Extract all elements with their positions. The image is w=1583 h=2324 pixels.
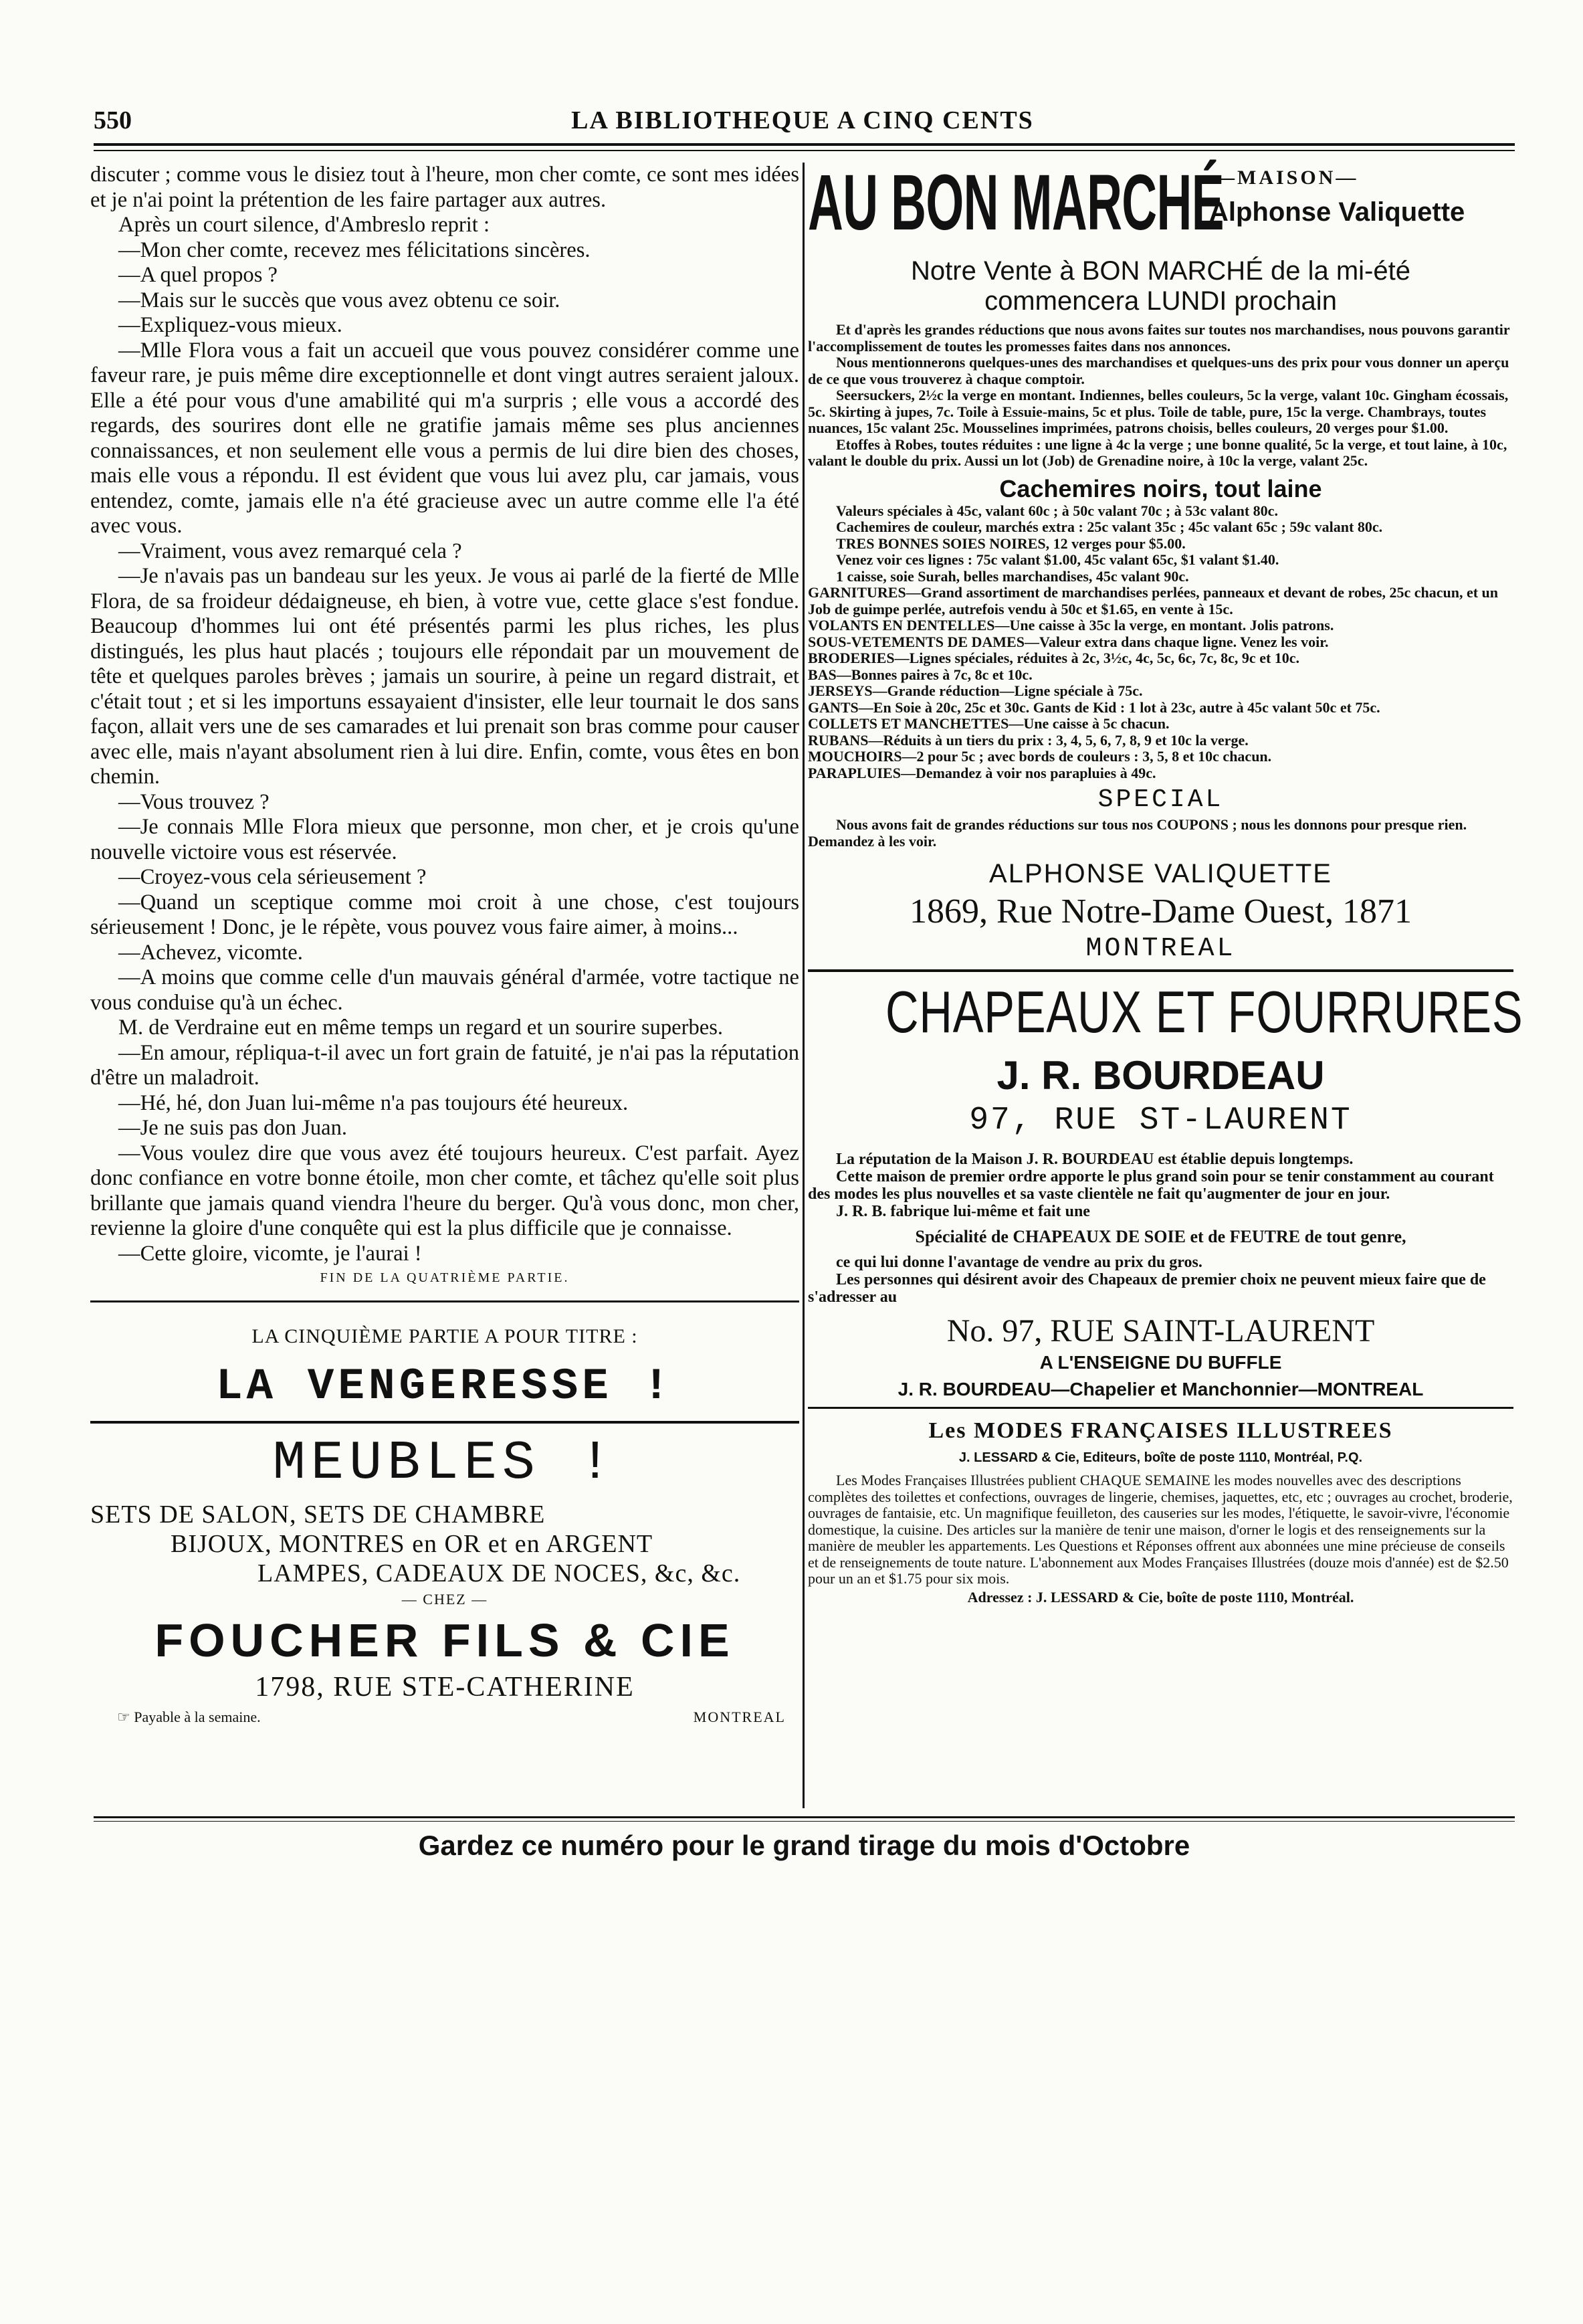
- meubles-payable: ☞ Payable à la semaine.: [117, 1709, 261, 1725]
- header-rule: [94, 143, 1515, 146]
- story-paragraph: —Mon cher comte, recevez mes félicitations sincères.: [118, 237, 591, 262]
- story-paragraph: —Mlle Flora vous a fait un accueil que vous pouvez considérer comme une faveur rare, je puis même dire exceptionnelle et dont vingt autres seraient jaloux. Elle a été pour vous d'une amabilité qui m'a surpris ; elle vous a accordé des regards, des sourires dont elle ne gratifie jamais même ses plus anciennes connaissances, et non seulement elle vous a permis de lui dire bien des choses, mais elle vous a répondu. Il est évident que vous lui avez plu, car jamais, vous entendez, comte, jamais elle n'a été gracieuse avec un autre comme elle l'a été avec vous.: [90, 338, 799, 538]
- left-column: [90, 163, 799, 1731]
- cachemires-item: GANTS—En Soie à 20c, 25c et 30c. Gants de Kid : 1 lot à 23c, autre à 45c valant 50c et 75c.: [808, 698, 1380, 716]
- bon-marche-header: [808, 159, 1513, 250]
- cachemires-item: VOLANTS EN DENTELLES—Une caisse à 35c la verge, en montant. Jolis patrons.: [808, 617, 1334, 634]
- cachemires-item: COLLETS ET MANCHETTES—Une caisse à 5c chacun.: [808, 715, 1170, 732]
- story-paragraph: —Croyez-vous cela sérieusement ?: [118, 865, 427, 889]
- page-number: 550: [94, 106, 132, 134]
- modes-ad: [808, 1418, 1513, 1606]
- bon-marche-paragraph: Nous mentionnerons quelques-unes des marchandises et quelques-uns des prix pour vous donner un aperçu de ce que vous trouverez à chaque comptoir.: [808, 354, 1509, 387]
- page-header: [94, 100, 1511, 140]
- cachemires-item: Cachemires de couleur, marchés extra : 25c valant 35c ; 45c valant 65c ; 59c valant 80c.: [836, 518, 1383, 535]
- chapeaux-ad: [808, 979, 1523, 1400]
- meubles-chez: — CHEZ —: [401, 1591, 488, 1608]
- running-title: LA BIBLIOTHEQUE A CINQ CENTS: [571, 106, 1034, 134]
- bon-marche-owner: Alphonse Valiquette: [1209, 197, 1465, 227]
- chapeaux-footer: J. R. BOURDEAU—Chapelier et Manchonnier—MONTREAL: [898, 1379, 1424, 1399]
- story-paragraph: —Vraiment, vous avez remarqué cela ?: [118, 539, 462, 563]
- story-paragraph: —Je ne suis pas don Juan.: [118, 1116, 348, 1140]
- footer-notice: Gardez ce numéro pour le grand tirage du mois d'Octobre: [418, 1830, 1190, 1861]
- story-paragraph: —Vous voulez dire que vous avez été toujours heureux. C'est parfait. Ayez donc confiance en votre bonne étoile, mon cher comte, et tâchez qu'elle soit plus brillante que jamais quand viendra l'heure du berger. Qu'à vous donc, mon cher, revienne la gloire d'une conquête qui est la plus difficile que je connaisse.: [90, 1141, 799, 1240]
- chapeaux-paragraph: J. R. B. fabrique lui-même et fait une: [836, 1203, 1090, 1220]
- section-rule: [808, 969, 1513, 972]
- story-paragraph: —Cette gloire, vicomte, je l'aurai !: [118, 1241, 422, 1266]
- section-rule: [808, 1407, 1513, 1409]
- story-paragraph: —Vous trouvez ?: [118, 789, 270, 814]
- meubles-firm: FOUCHER FILS & CIE: [154, 1614, 735, 1666]
- story-paragraph: —Je connais Mlle Flora mieux que personne, mon cher, et je crois qu'une nouvelle victoire vous est réservée.: [90, 815, 799, 864]
- cachemires-heading: Cachemires noirs, tout laine: [999, 474, 1322, 502]
- cachemires-item: Valeurs spéciales à 45c, valant 60c ; à 50c valant 70c ; à 53c valant 80c.: [836, 502, 1278, 519]
- bon-marche-sale-line: Notre Vente à BON MARCHÉ de la mi-été: [911, 256, 1410, 286]
- meubles-city: MONTREAL: [693, 1709, 786, 1725]
- part-end-note: FIN DE LA QUATRIÈME PARTIE.: [320, 1270, 570, 1285]
- chapeaux-sign: A L'ENSEIGNE DU BUFFLE: [1039, 1352, 1282, 1373]
- bon-marche-city: MONTREAL: [1085, 934, 1236, 964]
- meubles-title: MEUBLES !: [272, 1432, 617, 1494]
- meubles-ad: [90, 1432, 799, 1731]
- footer-rule: [94, 1816, 1515, 1818]
- section-rule: [90, 1421, 799, 1424]
- cachemires-item: JERSEYS—Grande réduction—Ligne spéciale à 75c.: [808, 682, 1143, 699]
- story-paragraph: —Achevez, vicomte.: [118, 940, 303, 965]
- modes-publisher: J. LESSARD & Cie, Editeurs, boîte de poste 1110, Montréal, P.Q.: [958, 1450, 1363, 1465]
- story-paragraph: —Expliquez-vous mieux.: [118, 313, 342, 337]
- story-paragraph: Après un court silence, d'Ambreslo reprit :: [118, 213, 490, 237]
- meubles-line: BIJOUX, MONTRES en OR et en ARGENT: [171, 1530, 653, 1558]
- bon-marche-body: [808, 322, 1513, 470]
- cachemires-item: RUBANS—Réduits à un tiers du prix : 3, 4, 5, 6, 7, 8, 9 et 10c la verge.: [808, 731, 1249, 749]
- story-paragraph: —Je n'avais pas un bandeau sur les yeux. Je vous ai parlé de la fierté de Mlle Flora, de sa froideur dédaigneuse, eh bien, à votre vue, cette glace s'est fondue. Beaucoup d'hommes lui ont été présentés parmi les plus riches, les plus distingués, les plus haut placés ; toujours elle répondait par un mouvement de tête et quelques paroles brèves ; jamais un sourire, à peine un regard distrait, et c'était tout ; et si les importuns essayaient d'insister, elle leur tournait le dos sans façon, allait vers une de ses camarades et lui prenait son bras comme pour causer avec elle, mais n'ayant absolument rien à lui dire. Enfin, comte, vous êtes en bon chemin.: [90, 564, 799, 789]
- story-paragraph: —A moins que comme celle d'un mauvais général d'armée, votre tactique ne vous conduise qu'à un échec.: [90, 965, 799, 1015]
- cachemires-list: [808, 503, 1513, 782]
- chapeaux-address: No. 97, RUE SAINT-LAURENT: [946, 1313, 1375, 1349]
- story-paragraph: —En amour, répliqua-t-il avec un fort grain de fatuité, je n'ai pas la réputation d'être un maladroit.: [90, 1040, 799, 1090]
- story-paragraph: —Hé, hé, don Juan lui-même n'a pas toujours été heureux.: [118, 1090, 629, 1115]
- meubles-line: LAMPES, CADEAUX DE NOCES, &c, &c.: [257, 1559, 741, 1587]
- cachemires-item: GARNITURES—Grand assortiment de marchandises perlées, panneaux et devant de robes, 25c chacun, et un Job de guimpe perlée, autrefois vendu à 50c et $1.65, en vente à 15c.: [808, 584, 1499, 617]
- special-heading: SPECIAL: [1097, 785, 1224, 814]
- bon-marche-paragraph: Seersuckers, 2½c la verge en montant. Indiennes, belles couleurs, 5c la verge, valant 10c. Gingham écossais, 5c. Skirting à jupes, 7c. Toile à Essuie-mains, 5c et plus. Toile de table, pure, 15c la verge. Chambrays, toutes nuances, 15c valant 25c. Mousselines imprimées, patrons choisis, belles couleurs, 20 verges pour $1.00.: [808, 387, 1509, 436]
- bon-marche-address: 1869, Rue Notre-Dame Ouest, 1871: [910, 892, 1412, 931]
- cachemires-item: BAS—Bonnes paires à 7c, 8c et 10c.: [808, 666, 1033, 683]
- cachemires-item: BRODERIES—Lignes spéciales, réduites à 2c, 3½c, 4c, 5c, 6c, 7c, 8c, 9c et 10c.: [808, 650, 1300, 666]
- bon-marche-owner-caps: ALPHONSE VALIQUETTE: [989, 859, 1332, 888]
- story-paragraph: discuter ; comme vous le disiez tout à l'heure, mon cher comte, ce sont mes idées et je n'ai point la prétention de les faire partager aux autres.: [90, 163, 799, 212]
- next-part-title: LA VENGERESSE !: [215, 1361, 674, 1412]
- chapeaux-street: 97, RUE ST-LAURENT: [969, 1102, 1352, 1139]
- chapeaux-title: CHAPEAUX ET FOURRURES: [885, 979, 1523, 1045]
- header-rule-thin: [94, 150, 1515, 151]
- story-paragraph: —Quand un sceptique comme moi croit à une chose, c'est toujours sérieusement ! Donc, je le répète, vous pouvez vous faire aimer, à moins...: [90, 890, 799, 939]
- meubles-address: 1798, RUE STE-CATHERINE: [255, 1672, 635, 1703]
- chapeaux-paragraph: ce qui lui donne l'avantage de vendre au prix du gros.: [836, 1254, 1202, 1271]
- column-divider: [803, 163, 805, 1808]
- chapeaux-body: [808, 1151, 1513, 1220]
- cachemires-item: SOUS-VETEMENTS DE DAMES—Valeur extra dans chaque ligne. Venez les voir.: [808, 633, 1329, 650]
- modes-title: Les MODES FRANÇAISES ILLUSTREES: [928, 1418, 1393, 1443]
- bon-marche-title: AU BON MARCHÉ: [808, 159, 1224, 247]
- cachemires-item: 1 caisse, soie Surah, belles marchandises, 45c valant 90c.: [836, 567, 1189, 585]
- bon-marche-maison: —MAISON—: [1215, 167, 1359, 189]
- modes-body: Les Modes Françaises Illustrées publient CHAQUE SEMAINE les modes nouvelles avec des descriptions complètes des toilettes et confections, ouvrages de lingerie, chemises, jaquettes, etc, etc ; ouvrages au crochet, broderie, ouvrages de fantaisie, etc. Un magnifique feuilleton, des causeries sur les modes, l'étiquette, le savoir-vivre, l'économie domestique, la cuisine. Des articles sur la manière de tenir une maison, d'orner le logis et des renseignements sur la manière de meubler les appartements. Les Questions et Réponses offrent aux abonnées une mine précieuse de conseils et de renseignements de toute nature. L'abonnement aux Modes Françaises Illustrées (douze mois d'année) est de $2.50 pour un an et $1.75 pour six mois.: [808, 1472, 1513, 1587]
- cachemires-item: Venez voir ces lignes : 75c valant $1.00, 45c valant 65c, $1 valant $1.40.: [836, 551, 1279, 568]
- chapeaux-paragraph: La réputation de la Maison J. R. BOURDEAU est établie depuis longtemps.: [836, 1151, 1354, 1168]
- modes-address: Adressez : J. LESSARD & Cie, boîte de poste 1110, Montréal.: [967, 1588, 1354, 1606]
- right-column: [808, 159, 1523, 1606]
- meubles-line: SETS DE SALON, SETS DE CHAMBRE: [90, 1500, 546, 1529]
- chapeaux-paragraph: Les personnes qui désirent avoir des Chapeaux de premier choix ne peuvent mieux faire que de s'adresser au: [808, 1271, 1486, 1306]
- chapeaux-firm: J. R. BOURDEAU: [996, 1053, 1325, 1098]
- story-paragraph: —Mais sur le succès que vous avez obtenu ce soir.: [118, 288, 560, 312]
- story-text: [90, 163, 799, 1286]
- meubles-footer: [90, 1709, 799, 1731]
- cachemires-item: PARAPLUIES—Demandez à voir nos parapluies à 49c.: [808, 764, 1156, 781]
- bon-marche-paragraph: Etoffes à Robes, toutes réduites : une ligne à 4c la verge ; une bonne qualité, 5c la verge, et tout laine, à 10c, valant le double du prix. Aussi un lot (Job) de Grenadine noire, à 10c la verge, valant 25c.: [808, 435, 1507, 469]
- section-rule: [90, 1300, 799, 1302]
- bon-marche-paragraph: Et d'après les grandes réductions que nous avons faites sur toutes nos marchandises, nous pouvons garantir l'accomplissement de toutes les promesses faites dans nos annonces.: [808, 321, 1510, 355]
- footer-rule-thin: [94, 1821, 1515, 1822]
- special-text: Nous avons fait de grandes réductions sur tous nos COUPONS ; nous les donnons pour presque rien. Demandez à les voir.: [808, 816, 1467, 850]
- next-part-intro: LA CINQUIÈME PARTIE A POUR TITRE :: [251, 1325, 638, 1347]
- story-paragraph: —A quel propos ?: [118, 263, 278, 287]
- chapeaux-specialty: Spécialité de CHAPEAUX DE SOIE et de FEUTRE de tout genre,: [915, 1227, 1406, 1246]
- story-paragraph: M. de Verdraine eut en même temps un regard et un sourire superbes.: [118, 1015, 724, 1040]
- chapeaux-paragraph: Cette maison de premier ordre apporte le plus grand soin pour se tenir constamment au courant des modes les plus nouvelles et sa vaste clientèle ne fait qu'augmenter de jour en jour.: [808, 1168, 1494, 1203]
- bon-marche-ad: [808, 159, 1513, 964]
- bon-marche-sale-line: commencera LUNDI prochain: [984, 286, 1337, 316]
- cachemires-item: MOUCHOIRS—2 pour 5c ; avec bords de couleurs : 3, 5, 8 et 10c chacun.: [808, 748, 1272, 765]
- cachemires-item: TRES BONNES SOIES NOIRES, 12 verges pour $5.00.: [836, 535, 1186, 552]
